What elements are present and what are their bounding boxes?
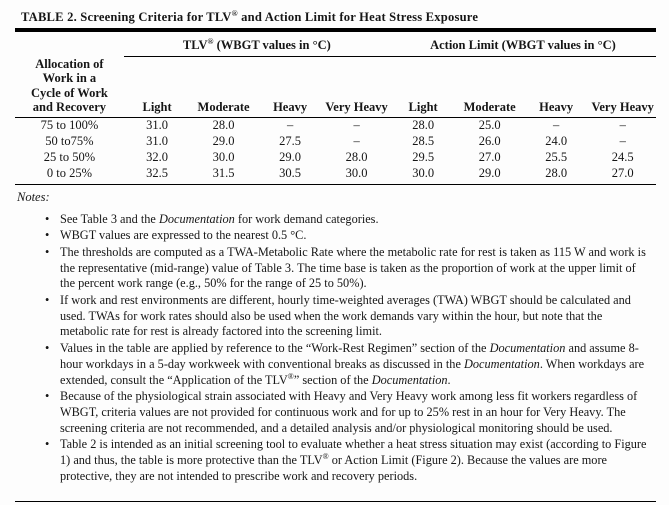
- note-item: • Table 2 is intended as an initial screening tool to evaluate whether a heat stress situation may exist (according to Figure 1) and thus, the table is more protective than the TLV® or Action Limit (Figure 2). Because the values are more protective, they are not intended to prescribe work and recovery periods.: [45, 437, 647, 483]
- allocation-line: and Recovery: [32, 100, 107, 114]
- tlv-units: (WBGT values in °C): [213, 38, 331, 52]
- column-header-moderate-tlv: Moderate: [190, 57, 257, 118]
- note-item: • If work and rest environments are different, hourly time-weighted averages (TWA) WBGT should be calculated and used. TWAs for work rates should also be used when the work demands vary within the hour, but note that the metabolic rate for rest is already factored into the screening limit.: [45, 293, 631, 339]
- allocation-column-header: [15, 57, 124, 118]
- action-limit-label: Action Limit (WBGT values in °C): [430, 38, 616, 52]
- note-item: • Values in the table are applied by reference to the “Work-Rest Regimen” section of the Documentation and assume 8-hour workdays in a 5-day workweek with conventional breaks as discussed in the Documentation. When workdays are extended, consult the “Application of the TLV®” section of the Documentation.: [45, 341, 645, 387]
- data-cell: 28.0: [345, 150, 368, 164]
- data-cell: 32.0: [146, 150, 169, 164]
- data-cell: 29.5: [412, 150, 435, 164]
- data-cell: –: [619, 134, 626, 148]
- note-item: • The thresholds are computed as a TWA-Metabolic Rate where the metabolic rate for rest is taken as 115 W and work is the representative (mid-range) value of Table 3. The time base is taken as the proportion of work at the upper limit of the percent work range (e.g., 50% for the range of 25 to 50%).: [45, 244, 646, 291]
- note-item: • See Table 3 and the Documentation for work demand categories.: [45, 211, 379, 226]
- bullet-icon: •: [45, 341, 50, 356]
- data-cell: 25.0: [478, 118, 501, 132]
- data-cell: –: [619, 118, 626, 132]
- row-label: 25 to 50%: [43, 150, 96, 164]
- notes-heading: Notes:: [17, 189, 50, 204]
- allocation-line: Work in a: [42, 71, 97, 85]
- column-header-very-heavy-tlv: Very Heavy: [323, 57, 390, 118]
- notes-list: [15, 212, 656, 485]
- data-cell: 31.0: [146, 134, 169, 148]
- row-label: 0 to 25%: [15, 166, 124, 185]
- data-cell: 28.0: [212, 118, 235, 132]
- tlv-group-header: [124, 33, 390, 57]
- header-spacer-cell: [15, 33, 124, 57]
- data-cell: –: [286, 118, 294, 132]
- column-header-heavy-al: Heavy: [523, 57, 590, 118]
- note-item: • Because of the physiological strain associated with Heavy and Very Heavy work among less fit workers regardless of WBGT, criteria values are not provided for continuous work and for up to 25% rest in an hour for Very Heavy. The screening criteria are not recommended, and a detailed analysis and/or physiological monitoring should be used.: [45, 389, 638, 435]
- column-header-light-tlv: Light: [124, 57, 191, 118]
- table-row: [15, 166, 656, 185]
- table-row: [15, 117, 656, 134]
- data-cell: 28.0: [523, 166, 590, 185]
- table-row: [15, 134, 656, 150]
- bottom-divider: [15, 501, 656, 502]
- bullet-icon: •: [45, 293, 50, 308]
- data-cell: 24.0: [545, 134, 568, 148]
- note-item: • WBGT values are expressed to the nearest 0.5 °C.: [45, 228, 307, 243]
- data-cell: 30.0: [323, 166, 390, 185]
- registered-trademark-icon: ®: [207, 36, 214, 46]
- column-header-light-al: Light: [390, 57, 457, 118]
- bullet-icon: •: [45, 244, 50, 259]
- data-cell: 29.0: [279, 150, 302, 164]
- row-label: 50 to75%: [45, 134, 94, 148]
- column-header-moderate-al: Moderate: [456, 57, 523, 118]
- bullet-icon: •: [45, 211, 50, 226]
- data-cell: 30.0: [390, 166, 457, 185]
- data-cell: 27.0: [478, 150, 501, 164]
- screening-criteria-table: [15, 33, 656, 185]
- column-header-heavy-tlv: Heavy: [257, 57, 324, 118]
- data-cell: 27.0: [589, 166, 656, 185]
- data-cell: 30.5: [257, 166, 324, 185]
- table-row: [15, 150, 656, 166]
- data-cell: 30.0: [212, 150, 235, 164]
- action-limit-group-header: [390, 33, 656, 57]
- bullet-icon: •: [45, 437, 50, 452]
- data-cell: –: [353, 134, 360, 148]
- data-cell: 31.0: [146, 118, 169, 132]
- row-label: 75 to 100%: [40, 118, 99, 132]
- data-cell: –: [353, 118, 360, 132]
- table-title: [15, 9, 656, 32]
- tlv-label: TLV: [182, 38, 208, 52]
- data-cell: 24.5: [611, 150, 634, 164]
- allocation-line: Cycle of Work: [30, 85, 108, 100]
- column-header-very-heavy-al: Very Heavy: [589, 57, 656, 118]
- data-cell: 32.5: [124, 166, 191, 185]
- column-header-row: [15, 57, 656, 118]
- data-cell: 28.0: [412, 118, 435, 132]
- allocation-line: Allocation of: [35, 56, 104, 71]
- title-text: TABLE 2. Screening Criteria for TLV: [21, 10, 232, 24]
- group-header-row: [15, 33, 656, 57]
- bullet-icon: •: [45, 389, 50, 404]
- data-cell: 26.0: [478, 134, 501, 148]
- data-cell: 28.5: [412, 134, 435, 148]
- registered-trademark-icon: ®: [231, 8, 238, 18]
- data-cell: 25.5: [545, 150, 568, 164]
- title-text-continued: and Action Limit for Heat Stress Exposure: [237, 10, 479, 24]
- data-cell: 31.5: [190, 166, 257, 185]
- data-cell: 29.0: [212, 134, 235, 148]
- data-cell: 27.5: [279, 134, 302, 148]
- data-cell: 29.0: [456, 166, 523, 185]
- bullet-icon: •: [45, 228, 50, 243]
- data-cell: –: [553, 118, 560, 132]
